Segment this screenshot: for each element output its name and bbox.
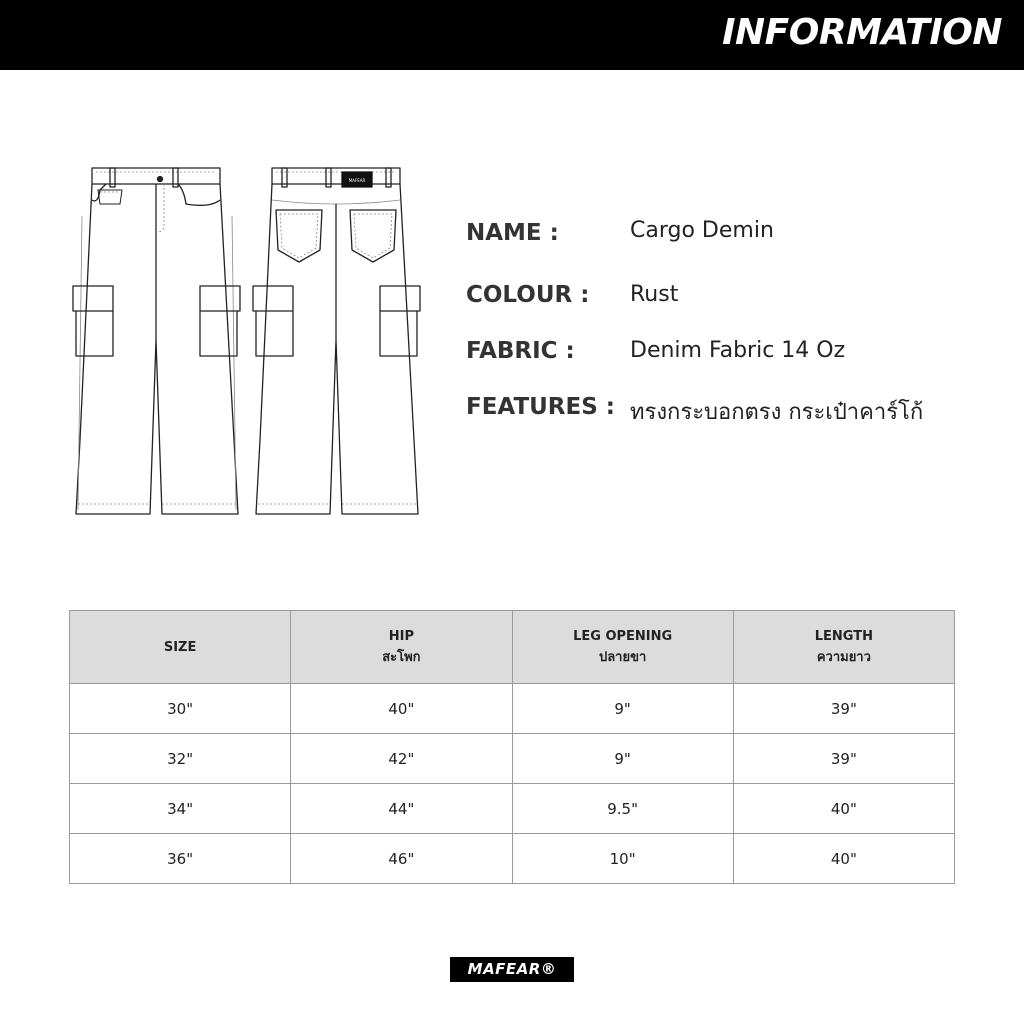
- brand-logo: MAFEAR®: [450, 957, 574, 982]
- cell-leg-opening: 9": [512, 684, 733, 734]
- cell-size: 32": [70, 734, 291, 784]
- cell-hip: 46": [291, 834, 512, 884]
- name-label: NAME :: [466, 220, 559, 246]
- front-view: [73, 168, 240, 514]
- size-table: [69, 610, 955, 884]
- header-length: LENGTH ความยาว: [733, 611, 954, 684]
- features-label: FEATURES :: [466, 394, 615, 420]
- features-value: ทรงกระบอกตรง กระเป๋าคาร์โก้: [630, 400, 924, 425]
- cell-length: 40": [733, 834, 954, 884]
- name-value: Cargo Demin: [630, 218, 774, 243]
- cell-size: 34": [70, 784, 291, 834]
- table-header-row: [70, 611, 955, 684]
- cell-hip: 40": [291, 684, 512, 734]
- back-view: [253, 168, 420, 514]
- header-size: SIZE: [70, 611, 291, 684]
- table-row: [70, 734, 955, 784]
- colour-label: COLOUR :: [466, 282, 590, 308]
- cell-leg-opening: 10": [512, 834, 733, 884]
- cell-length: 40": [733, 784, 954, 834]
- cell-size: 36": [70, 834, 291, 884]
- brand-tag-label: MAFEAR: [348, 178, 366, 183]
- table-row: [70, 834, 955, 884]
- page-title: INFORMATION: [722, 12, 1002, 53]
- table-row: [70, 684, 955, 734]
- header-leg-opening: LEG OPENING ปลายขา: [512, 611, 733, 684]
- cell-size: 30": [70, 684, 291, 734]
- cell-hip: 42": [291, 734, 512, 784]
- colour-value: Rust: [630, 282, 679, 307]
- pants-technical-drawing: [60, 160, 440, 530]
- cell-length: 39": [733, 684, 954, 734]
- header-hip: HIP สะโพก: [291, 611, 512, 684]
- cell-length: 39": [733, 734, 954, 784]
- cell-hip: 44": [291, 784, 512, 834]
- cell-leg-opening: 9.5": [512, 784, 733, 834]
- fabric-label: FABRIC :: [466, 338, 575, 364]
- fabric-value: Denim Fabric 14 Oz: [630, 338, 846, 363]
- table-row: [70, 784, 955, 834]
- cell-leg-opening: 9": [512, 734, 733, 784]
- header-bar: [0, 0, 1024, 70]
